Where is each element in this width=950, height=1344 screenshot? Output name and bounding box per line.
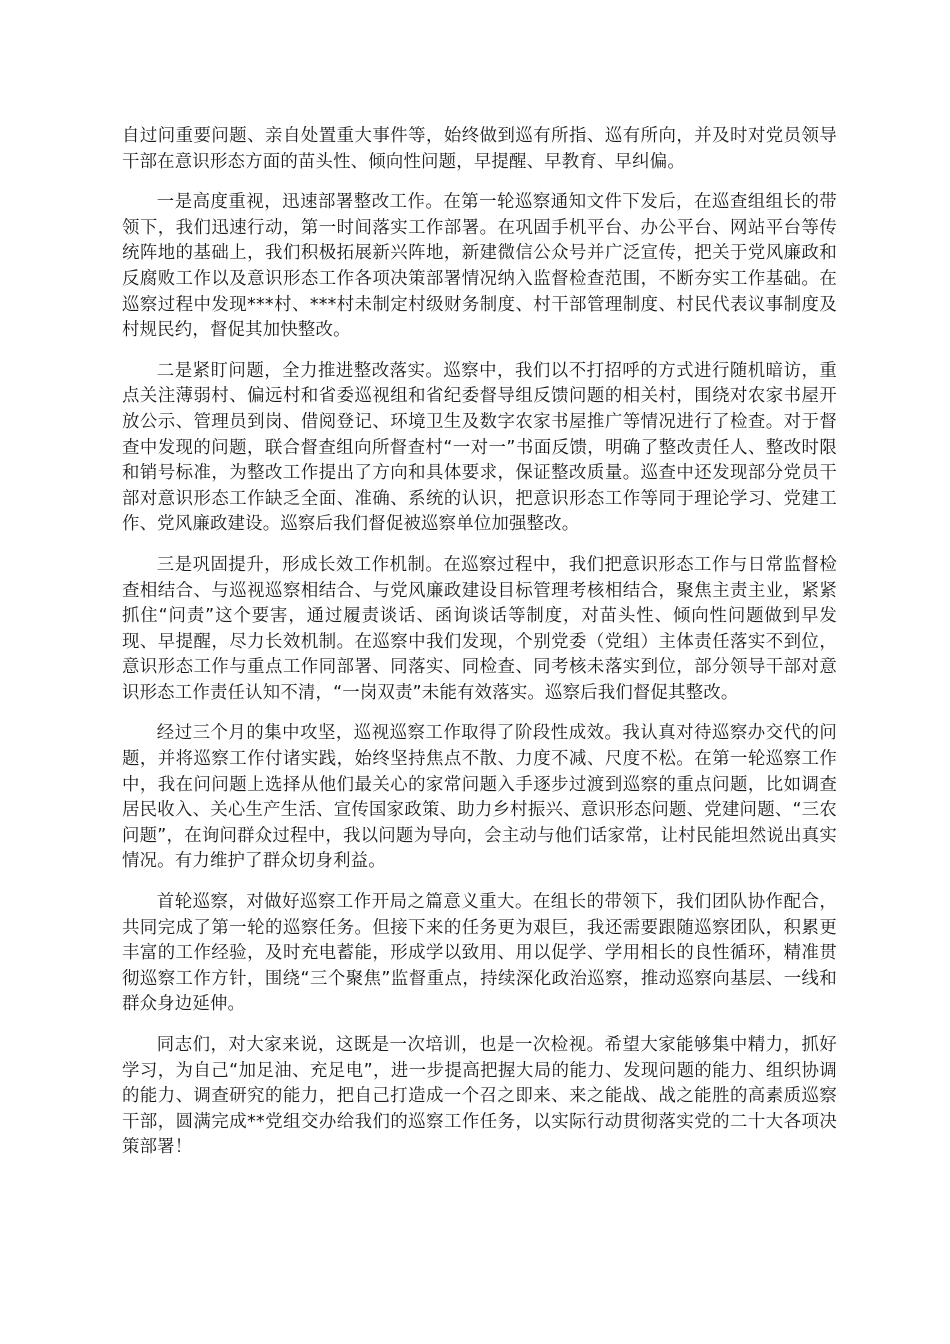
paragraph-first-round-inspection: 首轮巡察，对做好巡察工作开局之篇意义重大。在组长的带领下，我们团队协作配合，共同完成了第一轮的巡察任务。但接下来的任务更为艰巨，我还需要跟随巡察团队，积累更丰富的工作经验，及时充电蓄能，形成学以致用、用以促学、学用相长的良性循环，精准贯彻巡察工作方针，围绕“三个聚焦”监督重点，持续深化政治巡察，推动巡察向基层、一线和群众身边延伸。: [122, 892, 837, 1015]
paragraph-closing-remarks: 同志们，对大家来说，这既是一次培训，也是一次检视。希望大家能够集中精力，抓好学习，为自己“加足油、充足电”，进一步提高把握大局的能力、发现问题的能力、组织协调的能力、调查研究的能力，把自己打造成一个召之即来、来之能战、战之能胜的高素质巡察干部，圆满完成**党组交办给我们的巡察工作任务，以实际行动贯彻落实党的二十大各项决策部署！: [122, 1035, 837, 1158]
paragraph-continued: 自过问重要问题、亲自处置重大事件等，始终做到巡有所指、巡有所向，并及时对党员领导干部在意识形态方面的苗头性、倾向性问题，早提醒、早教育、早纠偏。: [122, 126, 837, 172]
paragraph-rectification-implementation: 二是紧盯问题，全力推进整改落实。巡察中，我们以不打招呼的方式进行随机暗访，重点关注薄弱村、偏远村和省委巡视组和省纪委督导组反馈问题的相关村，围绕对农家书屋开放公示、管理员到岗、借阅登记、环境卫生及数字农家书屋推广等情况进行了检查。对于督查中发现的问题，联合督查组向所督查村“一对一”书面反馈，明确了整改责任人、整改时限和销号标准，为整改工作提出了方向和具体要求，保证整改质量。巡查中还发现部分党员干部对意识形态工作缺乏全面、准确、系统的认识，把意识形态工作等同于理论学习、党建工作、党风廉政建设。巡察后我们督促被巡察单位加强整改。: [122, 360, 837, 535]
paragraph-results: 经过三个月的集中攻坚，巡视巡察工作取得了阶段性成效。我认真对待巡察办交代的问题，并将巡察工作付诸实践，始终坚持焦点不散、力度不减、尺度不松。在第一轮巡察工作中，我在问问题上选择从他们最关心的家常问题入手逐步过渡到巡察的重点问题，比如调查居民收入、关心生产生活、宣传国家政策、助力乡村振兴、意识形态问题、党建问题、“三农问题”，在询问群众过程中，我以问题为导向，会主动与他们话家常，让村民能坦然说出真实情况。有力维护了群众切身利益。: [122, 723, 837, 872]
paragraph-rectification-deployment: 一是高度重视，迅速部署整改工作。在第一轮巡察通知文件下发后，在巡查组组长的带领下，我们迅速行动，第一时间落实工作部署。在巩固手机平台、办公平台、网站平台等传统阵地的基础上，我们积极拓展新兴阵地，新建微信公众号并广泛宣传，把关于党风廉政和反腐败工作以及意识形态工作各项决策部署情况纳入监督检查范围，不断夯实工作基础。在巡察过程中发现***村、***村未制定村级财务制度、村干部管理制度、村民代表议事制度及村规民约，督促其加快整改。: [122, 192, 837, 341]
document-body: [122, 124, 837, 1176]
paragraph-long-term-mechanism: 三是巩固提升，形成长效工作机制。在巡察过程中，我们把意识形态工作与日常监督检查相结合、与巡视巡察相结合、与党风廉政建设目标管理考核相结合，聚焦主责主业，紧紧抓住“问责”这个要害，通过履责谈话、函询谈话等制度，对苗头性、倾向性问题做到早发现、早提醒，尽力长效机制。在巡察中我们发现，个别党委（党组）主体责任落实不到位，意识形态工作与重点工作同部署、同落实、同检查、同考核未落实到位，部分领导干部对意识形态工作责任认知不清，“一岗双责”未能有效落实。巡察后我们督促其整改。: [122, 554, 837, 703]
